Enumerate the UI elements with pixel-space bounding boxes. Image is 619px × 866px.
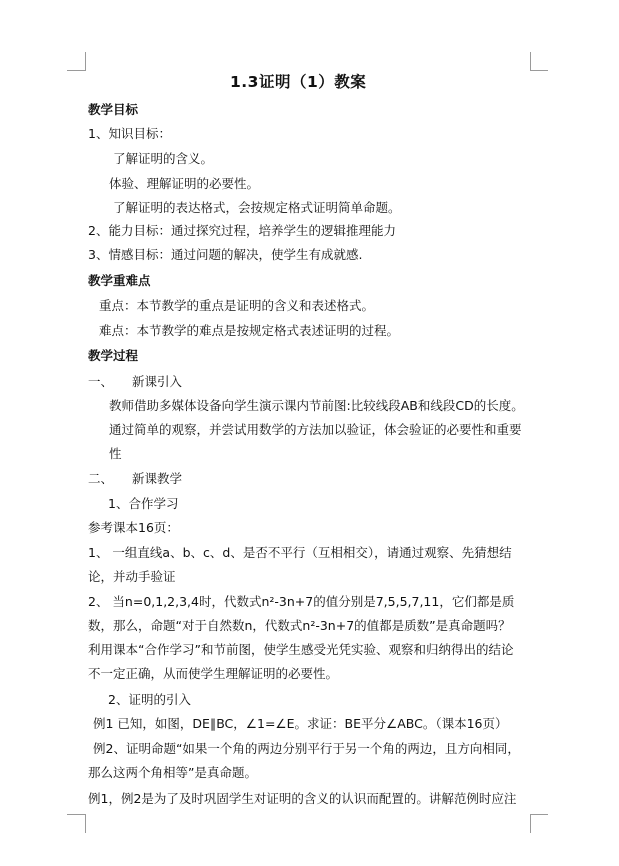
subsection-cooperative-learning: 1、合作学习 [108,496,179,511]
question-2-line-3: 利用课本“合作学习”和节前图，使学生感受光凭实验、观察和归纳得出的结论 [88,642,514,657]
example-1: 例1 已知，如图，DE∥BC，∠1=∠E。求证：BE平分∠ABC。（课本16页） [93,716,508,731]
section-heading-process: 教学过程 [88,348,139,363]
ability-objective: 2、能力目标：通过探究过程，培养学生的逻辑推理能力 [88,223,396,238]
section-heading-objectives: 教学目标 [88,102,139,117]
key-point-text: 重点：本节教学的重点是证明的含义和表述格式。 [99,298,375,313]
part2-number: 二、 [88,471,114,486]
question-1-line-2: 论，并动手验证 [88,569,176,584]
subsection-proof-introduction: 2、证明的引入 [108,692,191,707]
crop-mark-top-left-v [85,52,86,71]
emotion-objective: 3、情感目标：通过问题的解决，使学生有成就感. [88,247,363,262]
part1-paragraph-line-3: 性 [109,446,122,461]
question-2-line-4: 不一定正确，从而使学生理解证明的必要性。 [88,666,339,681]
example-2-line-1: 例2、证明命题“如果一个角的两边分别平行于另一个角的两边，且方向相同， [93,741,520,756]
crop-mark-top-right-v [530,52,531,71]
question-2-line-1: 2、 当n=0,1,2,3,4时，代数式n²-3n+7的值分别是7,5,5,7,11，它们都是质 [88,594,515,609]
section-heading-key-points: 教学重难点 [88,273,151,288]
knowledge-objective-item-1: 了解证明的含义。 [113,151,214,166]
knowledge-objective-label: 1、知识目标： [88,126,171,141]
teaching-note: 例1，例2是为了及时巩固学生对证明的含义的认识而配置的。讲解范例时应注 [88,791,517,806]
part1-paragraph-line-2: 通过简单的观察，并尝试用数学的方法加以验证，体会验证的必要性和重要 [109,422,522,437]
crop-mark-top-left-h [67,70,85,71]
knowledge-objective-item-2: 体验、理解证明的必要性。 [109,176,260,191]
textbook-reference: 参考课本16页： [88,520,179,535]
crop-mark-bottom-left-v [85,814,86,833]
example-2-line-2: 那么这两个角相等”是真命题。 [88,765,257,780]
crop-mark-bottom-right-h [530,814,548,815]
crop-mark-bottom-left-h [67,814,85,815]
part1-title: 新课引入 [132,374,183,389]
part1-paragraph-line-1: 教师借助多媒体设备向学生演示课内节前图:比较线段AB和线段CD的长度。 [109,398,524,413]
crop-mark-top-right-h [530,70,548,71]
document-title: 1.3证明（1）教案 [230,73,367,91]
question-1-line-1: 1、 一组直线a、b、c、d、是否不平行（互相相交），请通过观察、先猜想结 [88,545,512,560]
crop-mark-bottom-right-v [530,814,531,833]
question-2-line-2: 数，那么，命题“对于自然数n，代数式n²-3n+7的值都是质数”是真命题吗？ [88,618,511,633]
part2-title: 新课教学 [132,471,183,486]
part1-number: 一、 [88,374,114,389]
knowledge-objective-item-3: 了解证明的表达格式，会按规定格式证明简单命题。 [113,200,401,215]
difficulty-text: 难点：本节教学的难点是按规定格式表述证明的过程。 [99,323,400,338]
